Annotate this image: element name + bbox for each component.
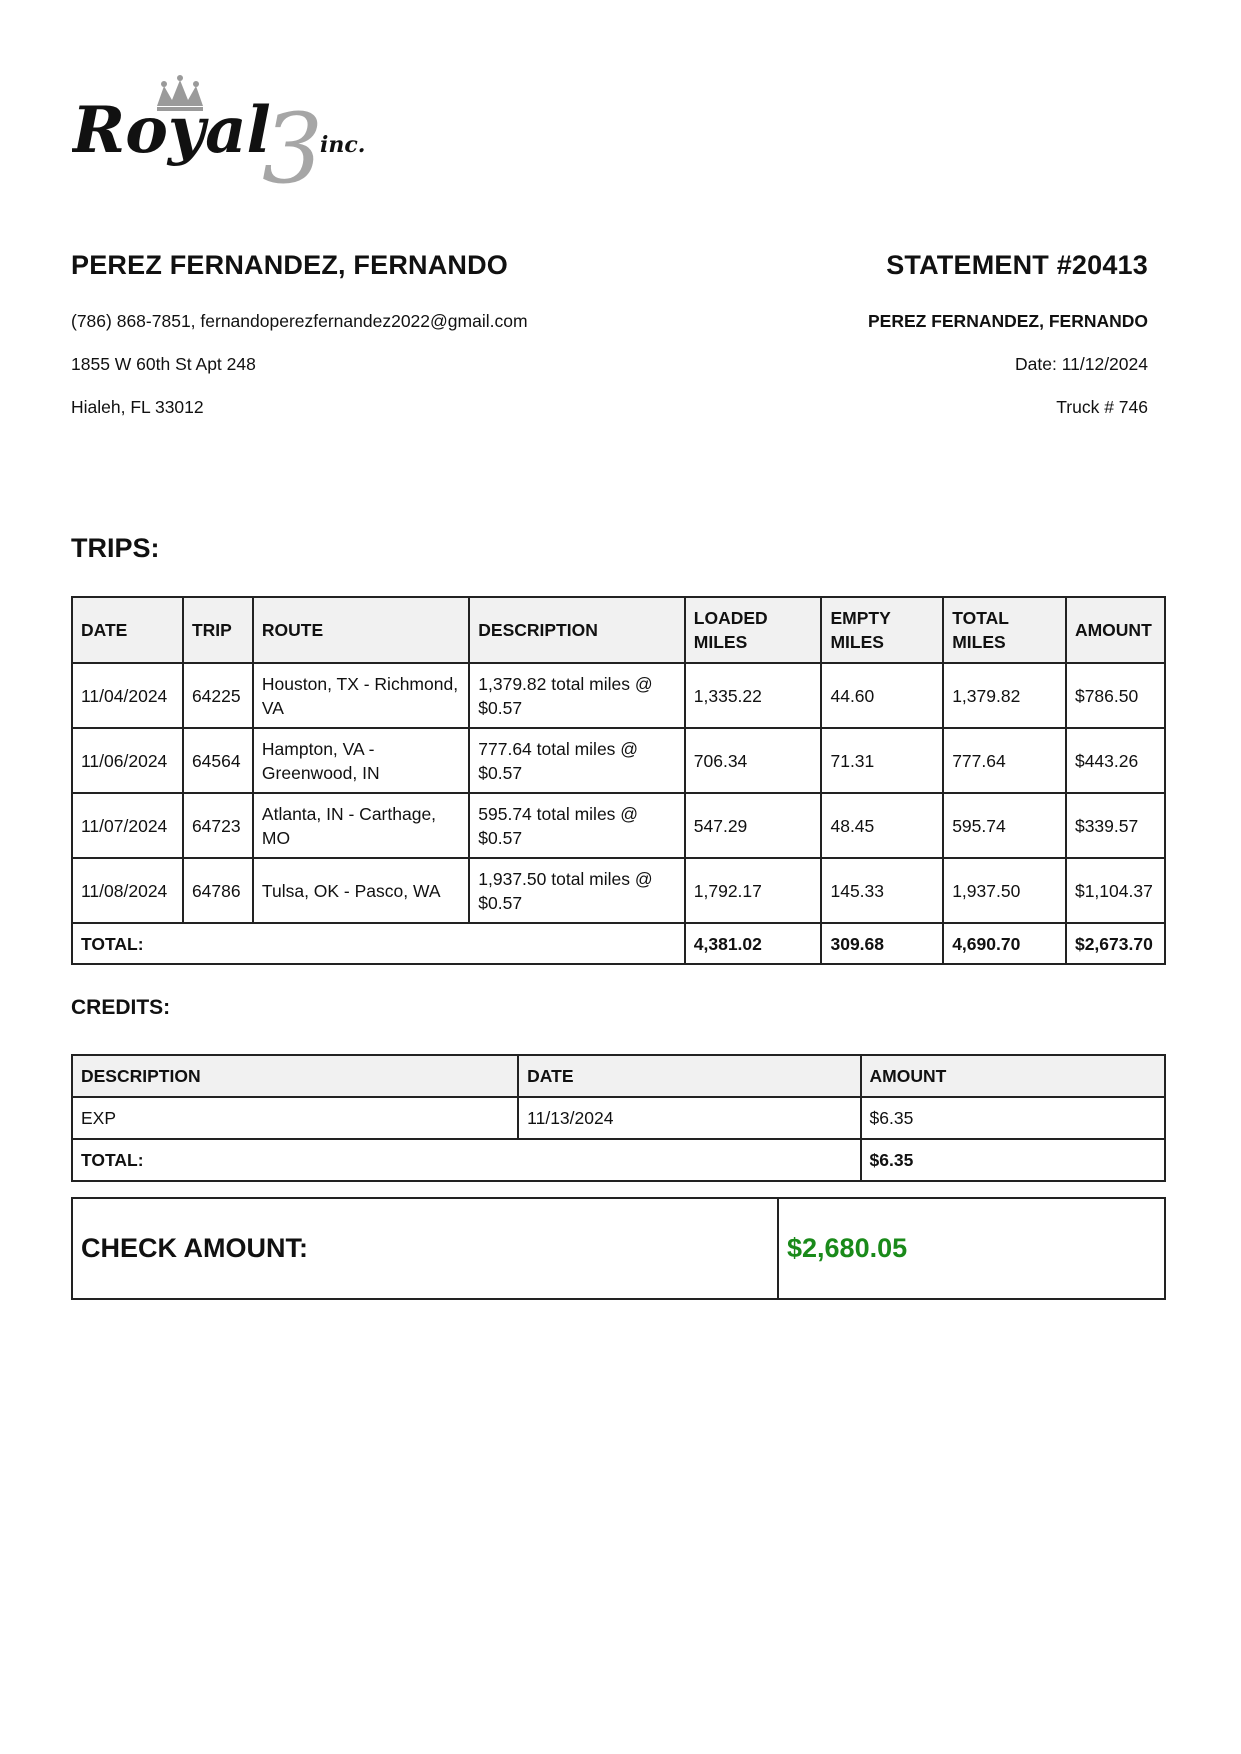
statement-date: Date: 11/12/2024 <box>1015 354 1148 374</box>
trip-number: 64723 <box>183 793 253 858</box>
logo-script: Royal <box>72 93 271 168</box>
trips-section-title: TRIPS: <box>71 533 160 563</box>
column-header-loaded-miles: LOADED MILES <box>685 597 822 663</box>
employee-contact: (786) 868-7851, fernandoperezfernandez2022@gmail.com <box>71 311 528 331</box>
trips-total-empty: 309.68 <box>821 923 943 964</box>
column-header-amount: AMOUNT <box>861 1055 1165 1097</box>
trip-empty-miles: 71.31 <box>821 728 943 793</box>
trip-route: Atlanta, IN - Carthage, MO <box>253 793 469 858</box>
trips-total-row <box>72 923 1165 964</box>
trip-loaded-miles: 547.29 <box>685 793 822 858</box>
trip-description: 1,937.50 total miles @ $0.57 <box>469 858 685 923</box>
employee-address-line1: 1855 W 60th St Apt 248 <box>71 354 256 374</box>
trip-empty-miles: 48.45 <box>821 793 943 858</box>
credits-total-row <box>72 1139 1165 1181</box>
credits-section-title: CREDITS: <box>71 996 171 1019</box>
trip-date: 11/07/2024 <box>72 793 183 858</box>
trip-total-miles: 1,937.50 <box>943 858 1066 923</box>
trip-total-miles: 1,379.82 <box>943 663 1066 728</box>
trip-route: Houston, TX - Richmond, VA <box>253 663 469 728</box>
credits-total-label: TOTAL: <box>72 1139 861 1181</box>
credit-description: EXP <box>72 1097 518 1139</box>
column-header-total-miles: TOTAL MILES <box>943 597 1066 663</box>
column-header-description: DESCRIPTION <box>469 597 685 663</box>
credits-total-amount: $6.35 <box>861 1139 1165 1181</box>
trips-total-loaded: 4,381.02 <box>685 923 822 964</box>
trip-number: 64225 <box>183 663 253 728</box>
check-amount-row <box>72 1198 1165 1299</box>
check-amount-label: CHECK AMOUNT: <box>72 1198 778 1299</box>
column-header-description: DESCRIPTION <box>72 1055 518 1097</box>
trips-table <box>71 596 1166 965</box>
statement-truck: Truck # 746 <box>1056 397 1148 417</box>
trip-date: 11/06/2024 <box>72 728 183 793</box>
logo-suffix: inc. <box>320 132 366 158</box>
credits-header-row <box>72 1055 1165 1097</box>
trips-total-amount: $2,673.70 <box>1066 923 1165 964</box>
column-header-empty-miles: EMPTY MILES <box>821 597 943 663</box>
column-header-amount: AMOUNT <box>1066 597 1165 663</box>
table-row <box>72 858 1165 923</box>
table-row <box>72 1097 1165 1139</box>
trip-empty-miles: 145.33 <box>821 858 943 923</box>
trip-description: 777.64 total miles @ $0.57 <box>469 728 685 793</box>
trip-number: 64786 <box>183 858 253 923</box>
table-row <box>72 793 1165 858</box>
statement-title: STATEMENT #20413 <box>886 250 1148 280</box>
trip-route: Tulsa, OK - Pasco, WA <box>253 858 469 923</box>
credit-amount: $6.35 <box>861 1097 1165 1139</box>
table-row <box>72 663 1165 728</box>
trip-empty-miles: 44.60 <box>821 663 943 728</box>
trip-loaded-miles: 706.34 <box>685 728 822 793</box>
trip-loaded-miles: 1,792.17 <box>685 858 822 923</box>
trip-amount: $339.57 <box>1066 793 1165 858</box>
column-header-route: ROUTE <box>253 597 469 663</box>
trips-total-miles: 4,690.70 <box>943 923 1066 964</box>
trip-amount: $1,104.37 <box>1066 858 1165 923</box>
trip-route: Hampton, VA - Greenwood, IN <box>253 728 469 793</box>
trip-description: 1,379.82 total miles @ $0.57 <box>469 663 685 728</box>
credit-date: 11/13/2024 <box>518 1097 860 1139</box>
statement-name: PEREZ FERNANDEZ, FERNANDO <box>867 311 1148 331</box>
trip-total-miles: 777.64 <box>943 728 1066 793</box>
table-row <box>72 728 1165 793</box>
check-amount-value: $2,680.05 <box>778 1198 1165 1299</box>
employee-name-title: PEREZ FERNANDEZ, FERNANDO <box>71 250 509 280</box>
trip-date: 11/04/2024 <box>72 663 183 728</box>
credits-table <box>71 1054 1166 1182</box>
check-amount-box <box>71 1197 1166 1300</box>
trip-number: 64564 <box>183 728 253 793</box>
trip-loaded-miles: 1,335.22 <box>685 663 822 728</box>
column-header-trip: TRIP <box>183 597 253 663</box>
trip-description: 595.74 total miles @ $0.57 <box>469 793 685 858</box>
trips-header-row <box>72 597 1165 663</box>
trip-amount: $443.26 <box>1066 728 1165 793</box>
trip-total-miles: 595.74 <box>943 793 1066 858</box>
column-header-date: DATE <box>72 597 183 663</box>
logo-numeral: 3 <box>262 93 324 194</box>
employee-address-line2: Hialeh, FL 33012 <box>71 397 204 417</box>
crown-logo-icon <box>72 74 392 194</box>
trip-amount: $786.50 <box>1066 663 1165 728</box>
column-header-date: DATE <box>518 1055 860 1097</box>
company-logo <box>72 74 392 194</box>
trips-total-label: TOTAL: <box>72 923 685 964</box>
trip-date: 11/08/2024 <box>72 858 183 923</box>
